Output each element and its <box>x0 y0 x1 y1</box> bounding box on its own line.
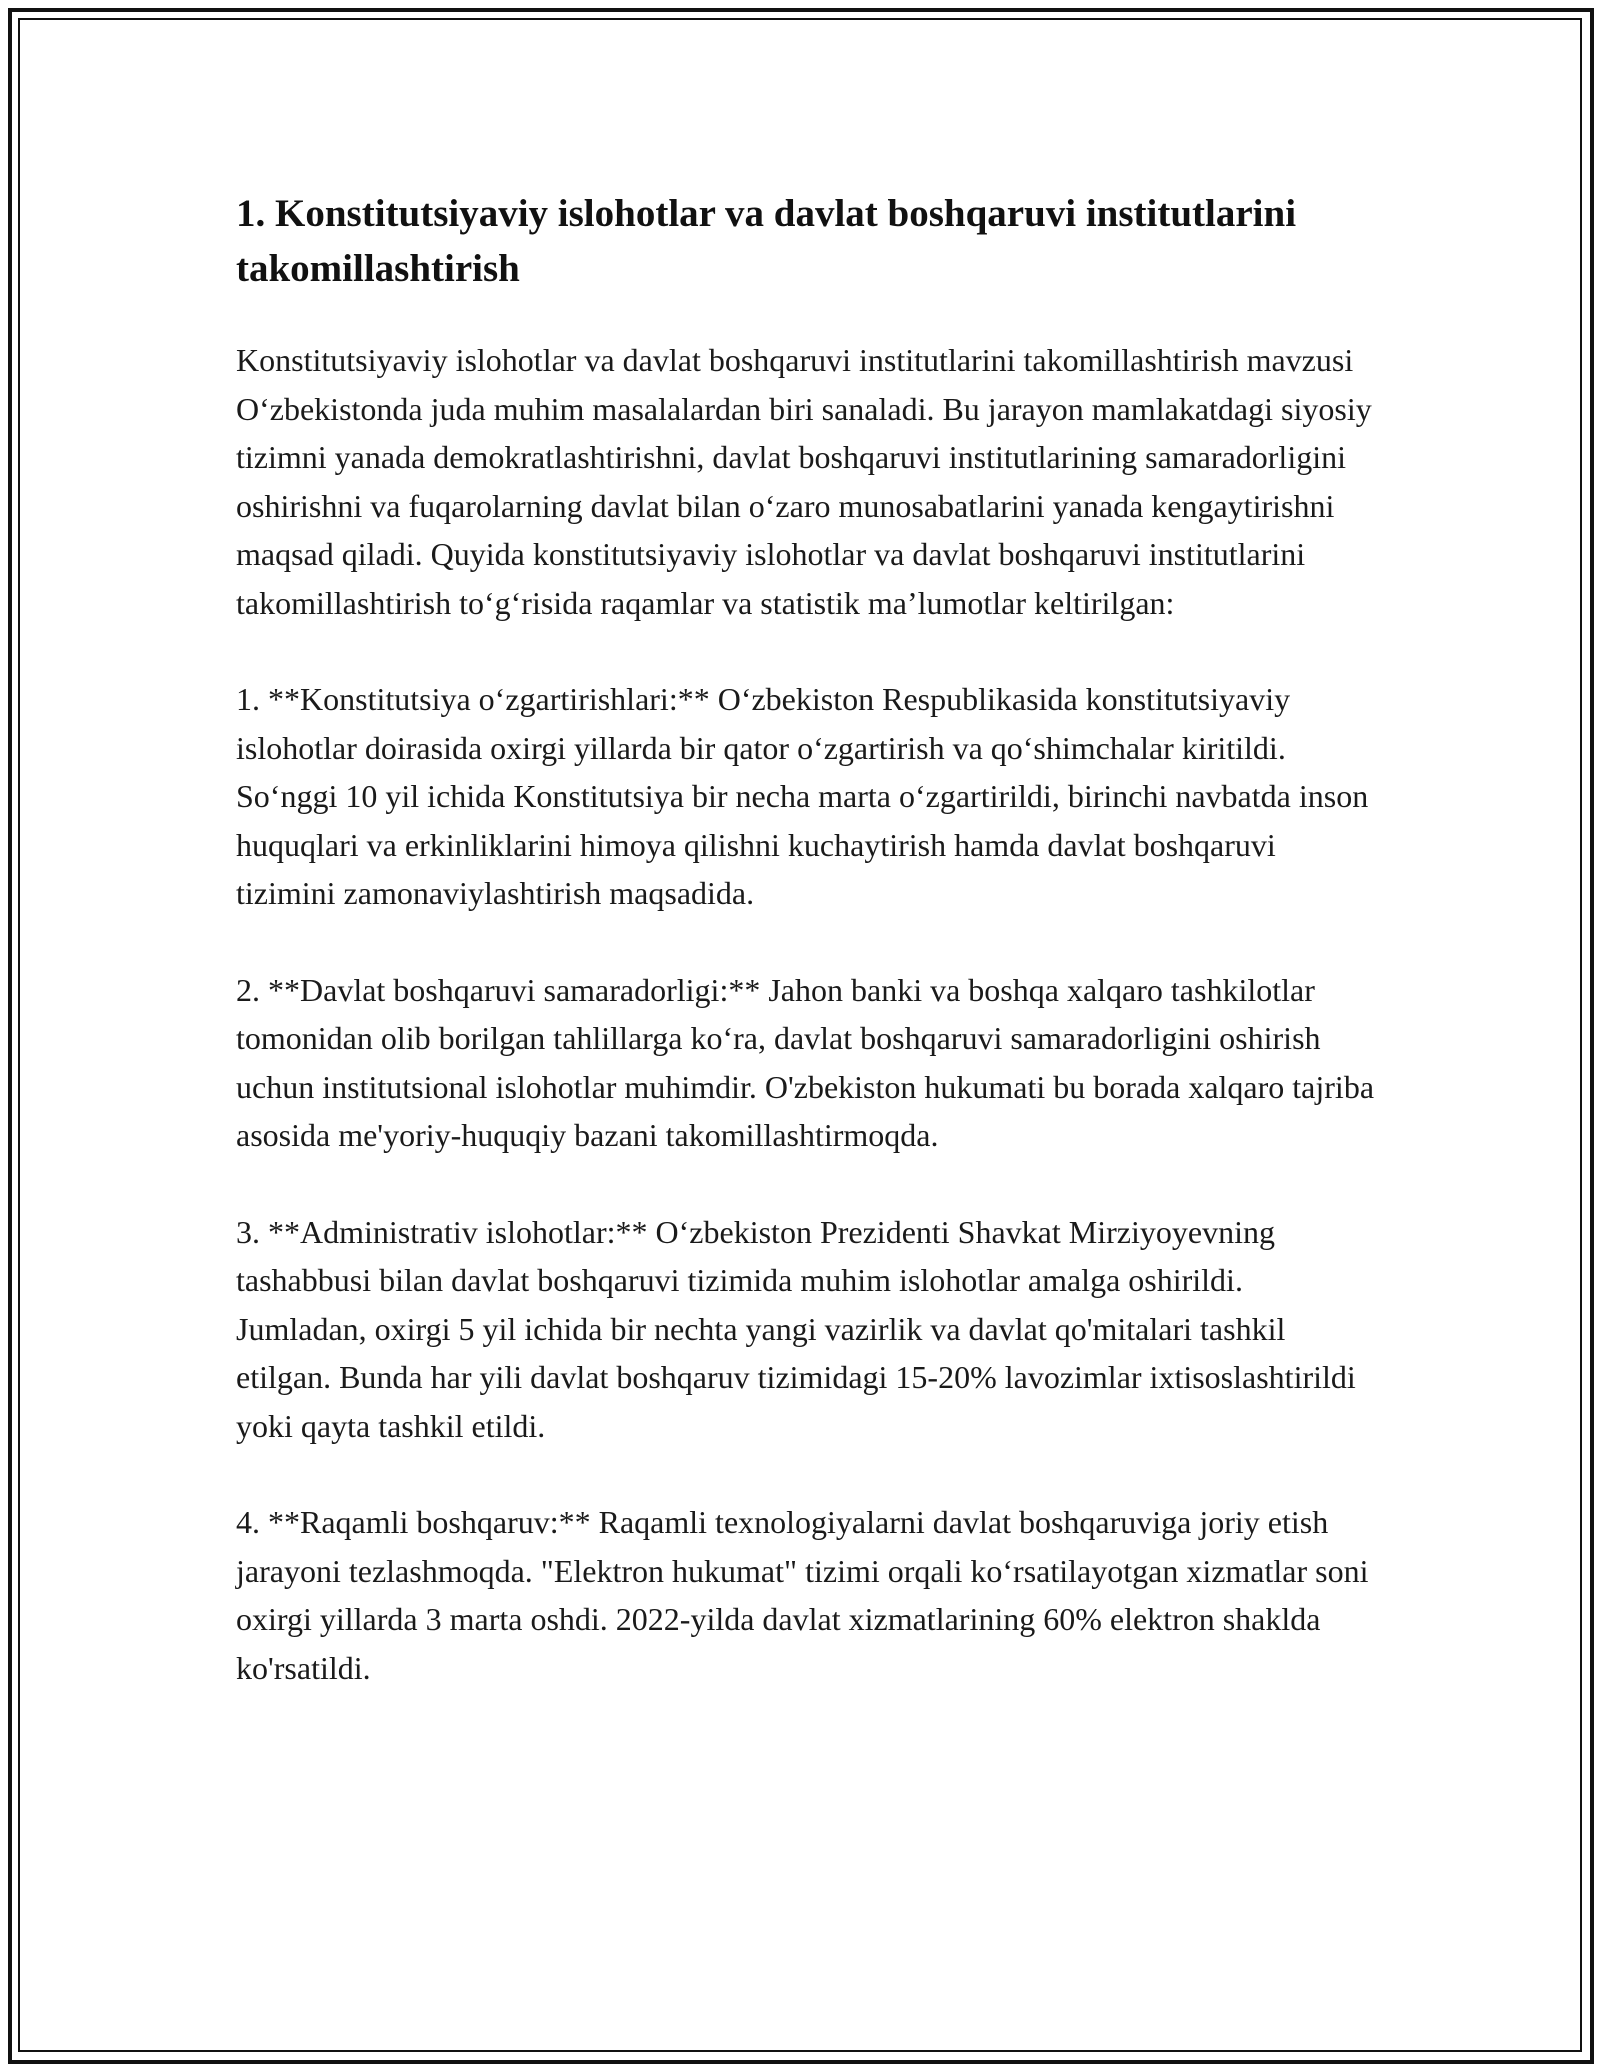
list-item-governance-efficiency: 2. **Davlat boshqaruvi samaradorligi:** Jahon banki va boshqa xalqaro tashkilotlar tomonidan olib borilgan tahlillarga ko‘ra, davlat boshqaruvi samaradorligini oshirish uchun institutsional islohotlar muhimdir. O'zbekiston hukumati bu borada xalqaro tajriba asosida me'yoriy-huquqiy bazani takomillashtirmoqda. <box>236 971 1375 1153</box>
list-item-digital-governance: 4. **Raqamli boshqaruv:** Raqamli texnologiyalarni davlat boshqaruviga joriy etish jarayoni tezlashmoqda. "Elektron hukumat" tizimi orqali ko‘rsatilayotgan xizmatlar soni oxirgi yillarda 3 marta oshdi. 2022-yilda davlat xizmatlarining 60% elektron shaklda ko'rsatildi. <box>236 1504 1369 1686</box>
intro-paragraph: Konstitutsiyaviy islohotlar va davlat boshqaruvi institutlarini takomillashtirish mavzusi O‘zbekistonda juda muhim masalalardan biri sanaladi. Bu jarayon mamlakatdagi siyosiy tizimni yanada demokratlashtirishni, davlat boshqaruvi institutlarining samaradorligini oshirishni va fuqarolarning davlat bilan o‘zaro munosabatlarini yanada kengaytirishni maqsad qiladi. Quyida konstitutsiyaviy islohotlar va davlat boshqaruvi institutlarini takomillashtirish to‘g‘risida raqamlar va statistik ma’lumotlar keltirilgan: <box>236 342 1372 621</box>
list-item-constitution-amendments: 1. **Konstitutsiya o‘zgartirishlari:** O‘zbekiston Respublikasida konstitutsiyaviy islohotlar doirasida oxirgi yillarda bir qator o‘zgartirish va qo‘shimchalar kiritildi. So‘nggi 10 yil ichida Konstitutsiya bir necha marta o‘zgartirildi, birinchi navbatda inson huquqlari va erkinliklarini himoya qilishni kuchaytirish hamda davlat boshqaruvi tizimini zamonaviylashtirish maqsadida. <box>236 681 1369 911</box>
document-body <box>236 186 1376 1692</box>
section-heading: 1. Konstitutsiyaviy islohotlar va davlat boshqaruvi institutlarini takomillashtirish <box>236 192 1297 290</box>
list-item-administrative-reforms: 3. **Administrativ islohotlar:** O‘zbekiston Prezidenti Shavkat Mirziyoyevning tashabbusi bilan davlat boshqaruvi tizimida muhim islohotlar amalga oshirildi. Jumladan, oxirgi 5 yil ichida bir nechta yangi vazirlik va davlat qo'mitalari tashkil etilgan. Bunda har yili davlat boshqaruv tizimidagi 15-20% lavozimlar ixtisoslashtirildi yoki qayta tashkil etildi. <box>236 1213 1356 1444</box>
